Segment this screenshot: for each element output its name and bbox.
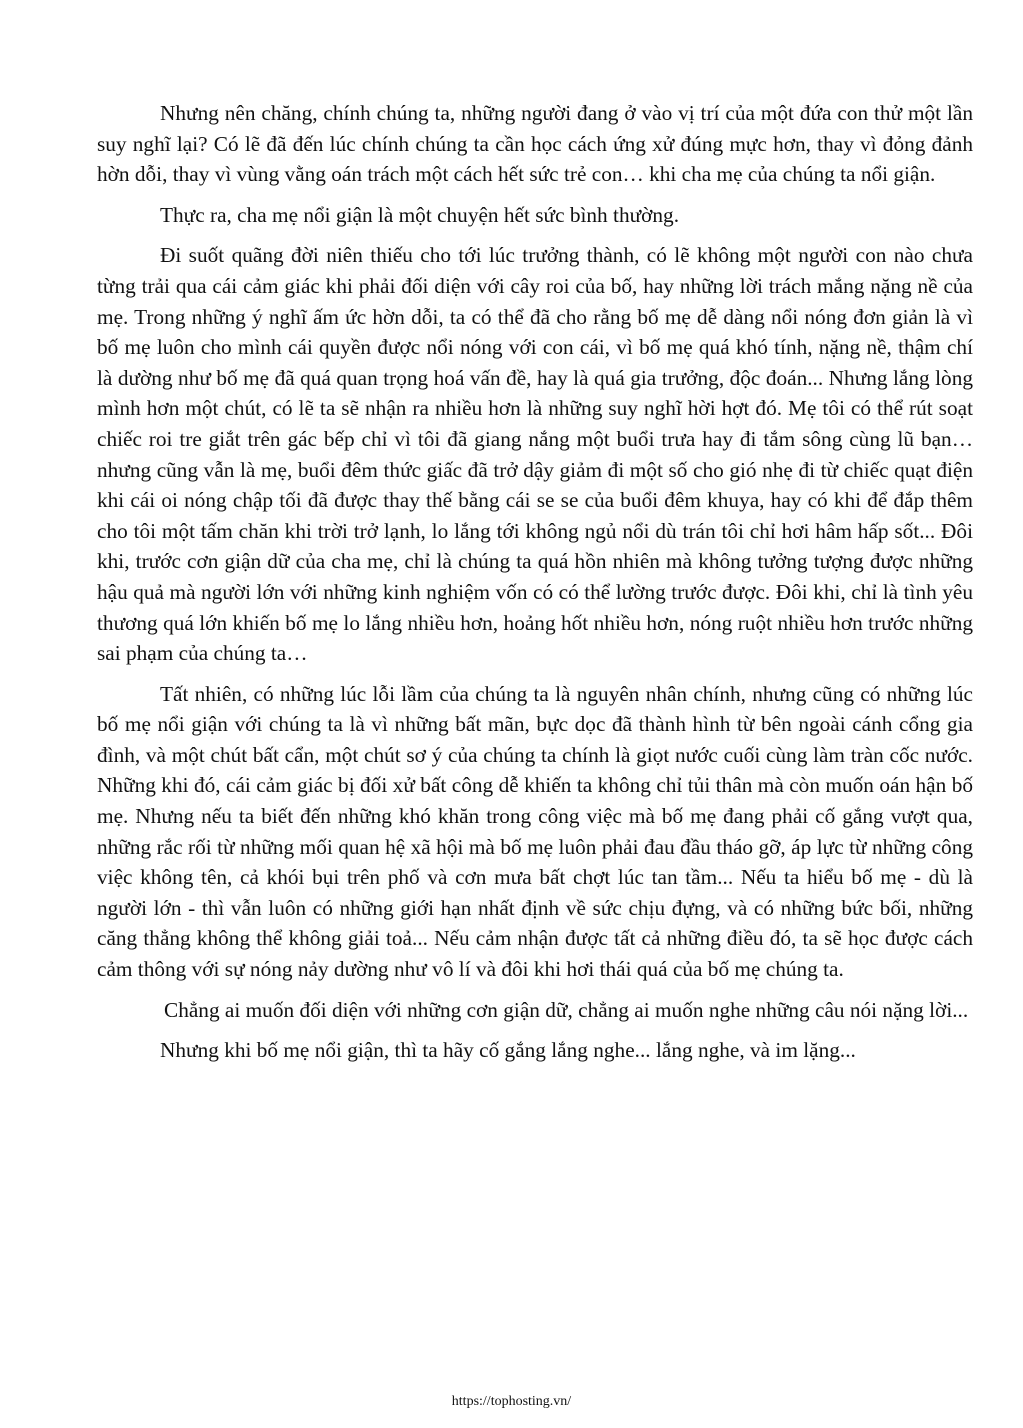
paragraph: Thực ra, cha mẹ nổi giận là một chuyện hết sức bình thường. bbox=[160, 202, 680, 227]
paragraph: Đi suốt quãng đời niên thiếu cho tới lúc trưởng thành, có lẽ không một người con nào chưa từng trải qua cái cảm giác khi phải đối diện với cây roi của bố, hay những lời trách mắng nặng nề của mẹ. Trong những ý nghĩ ấm ức hờn dỗi, ta có thể đã cho rằng bố mẹ dễ dàng nổi nóng đơn giản là vì bố mẹ luôn cho mình cái quyền được nổi nóng với con cái, vì bố mẹ quá khó tính, nặng nề, thậm chí là dường như bố mẹ đã quá quan trọng hoá vấn đề, hay là quá gia trưởng, độc đoán... Nhưng lắng lòng mình hơn một chút, có lẽ ta sẽ nhận ra nhiều hơn là những suy nghĩ hời hợt đó. Mẹ tôi có thể rút soạt chiếc roi tre giắt trên gác bếp chỉ vì tôi đã giang nắng một buổi trưa hay đi tắm sông cùng lũ bạn… nhưng cũng vẫn là mẹ, buổi đêm thức giấc đã trở dậy giảm đi một số cho gió nhẹ đi từ chiếc quạt điện khi cái oi nóng chập tối đã được thay thế bằng cái se se của buổi đêm khuya, hay có khi để đắp thêm cho tôi một tấm chăn khi trời trở lạnh, lo lắng tới không ngủ nổi dù trán tôi chỉ hơi hâm hấp sốt... Đôi khi, trước cơn giận dữ của cha mẹ, chỉ là chúng ta quá hồn nhiên mà không tưởng tượng được những hậu quả mà người lớn với những kinh nghiệm vốn có có thể lường trước được. Đôi khi, chỉ là tình yêu thương quá lớn khiến bố mẹ lo lắng nhiều hơn, hoảng hốt nhiều hơn, nóng ruột nhiều hơn trước những sai phạm của chúng ta… bbox=[97, 243, 973, 666]
footer-url: https://tophosting.vn/ bbox=[451, 1394, 572, 1409]
paragraph: Nhưng nên chăng, chính chúng ta, những người đang ở vào vị trí của một đứa con thử một lần suy nghĩ lại? Có lẽ đã đến lúc chính chúng ta cần học cách ứng xử đúng mực hơn, thay vì đỏng đảnh hờn dỗi, thay vì vùng vằng oán trách một cách hết sức trẻ con… khi cha mẹ của chúng ta nổi giận. bbox=[97, 101, 973, 187]
paragraph: Chẳng ai muốn đối diện với những cơn giận dữ, chẳng ai muốn nghe những câu nói nặng lời... bbox=[164, 997, 969, 1022]
paragraph: Tất nhiên, có những lúc lỗi lầm của chúng ta là nguyên nhân chính, nhưng cũng có những lúc bố mẹ nổi giận với chúng ta là vì những bất mãn, bực dọc đã thành hình từ bên ngoài cánh cổng gia đình, và một chút bất cẩn, một chút sơ ý của chúng ta chính là giọt nước cuối cùng làm tràn cốc nước. Những khi đó, cái cảm giác bị đối xử bất công dễ khiến ta không chỉ tủi thân mà còn muốn oán hận bố mẹ. Nhưng nếu ta biết đến những khó khăn trong công việc mà bố mẹ đang phải cố gắng vượt qua, những rắc rối từ những mối quan hệ xã hội mà bố mẹ luôn phải đau đầu tháo gỡ, áp lực từ những công việc không tên, cả khói bụi trên phố và cơn mưa bất chợt lúc tan tầm... Nếu ta hiểu bố mẹ - dù là người lớn - thì vẫn luôn có những giới hạn nhất định về sức chịu đựng, và có những bức bối, những căng thẳng không thể không giải toả... Nếu cảm nhận được tất cả những điều đó, ta sẽ học được cách cảm thông với sự nóng nảy dường như vô lí và đôi khi hơi thái quá của bố mẹ chúng ta. bbox=[97, 681, 973, 982]
document-body bbox=[97, 98, 973, 1076]
paragraph: Nhưng khi bố mẹ nổi giận, thì ta hãy cố gắng lắng nghe... lắng nghe, và im lặng... bbox=[160, 1038, 856, 1063]
